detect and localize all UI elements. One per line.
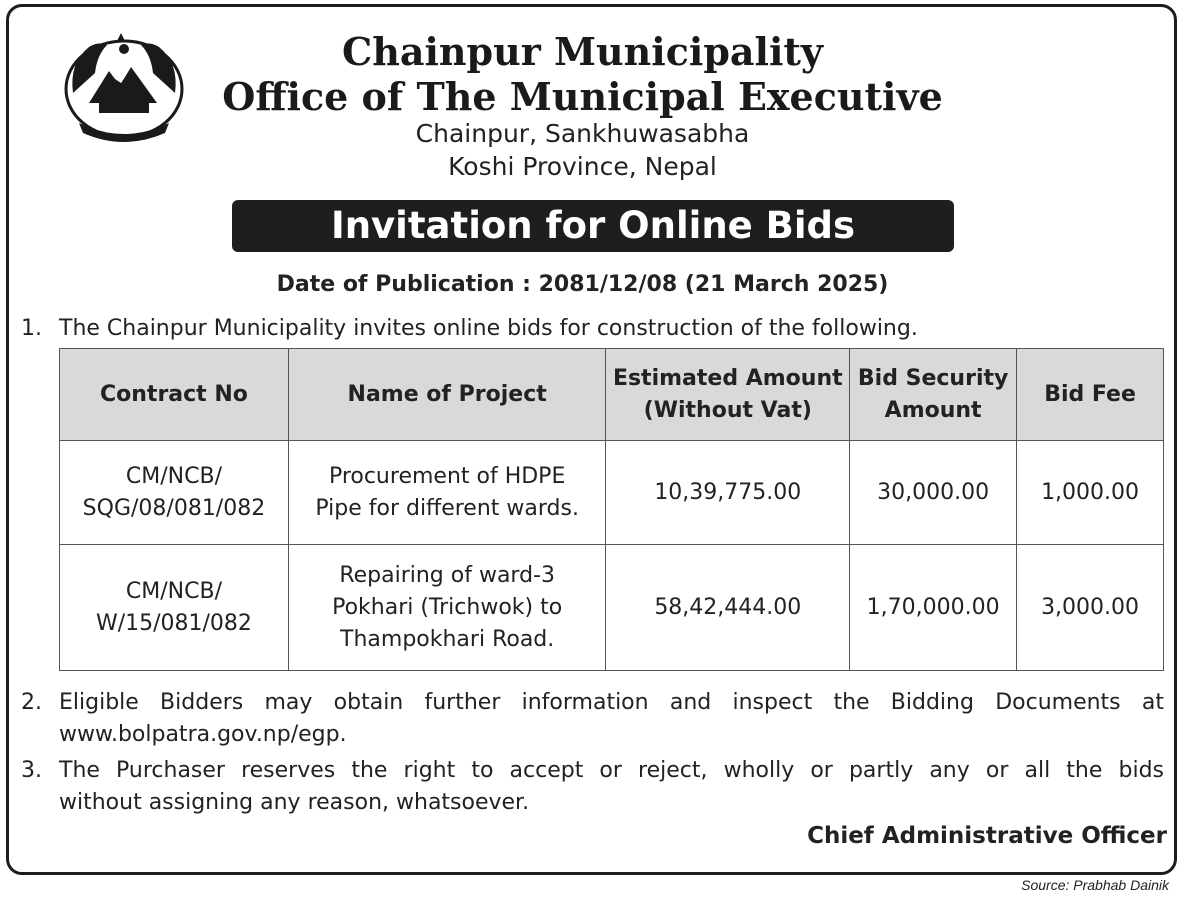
header-project-name: Name of Project bbox=[288, 349, 606, 441]
cell-estimated-amount: 58,42,444.00 bbox=[606, 545, 850, 671]
cell-bid-fee: 3,000.00 bbox=[1017, 545, 1164, 671]
contract-no-line1: CM/NCB/ bbox=[125, 463, 222, 489]
list-item-line2: without assigning any reason, whatsoever. bbox=[59, 790, 530, 815]
cell-bid-fee: 1,000.00 bbox=[1017, 441, 1164, 545]
address-line-2: Koshi Province, Nepal bbox=[448, 152, 717, 181]
table-header-row bbox=[60, 349, 1164, 441]
bids-table bbox=[59, 348, 1164, 671]
cell-estimated-amount: 10,39,775.00 bbox=[606, 441, 850, 545]
header-bid-security bbox=[850, 349, 1017, 441]
cell-bid-security: 1,70,000.00 bbox=[850, 545, 1017, 671]
cell-contract-no bbox=[60, 441, 289, 545]
notice-frame bbox=[6, 4, 1177, 875]
list-item-number: 2. bbox=[21, 690, 42, 715]
contract-no-line2: SQG/08/081/082 bbox=[82, 495, 266, 521]
header-estimated-amount bbox=[606, 349, 850, 441]
list-item-number: 3. bbox=[21, 758, 42, 783]
cell-project-name bbox=[288, 545, 606, 671]
office-name: Office of The Municipal Executive bbox=[222, 74, 943, 119]
address-line-1: Chainpur, Sankhuwasabha bbox=[415, 119, 750, 148]
header-bid-security-line2: Amount bbox=[884, 397, 982, 423]
project-line2: Pokhari (Trichwok) to bbox=[332, 594, 563, 620]
cell-contract-no bbox=[60, 545, 289, 671]
org-name: Chainpur Municipality bbox=[341, 29, 824, 74]
bolpatra-link[interactable]: www.bolpatra.gov.np/egp. bbox=[59, 722, 347, 747]
source-credit: Source: Prabhab Dainik bbox=[1021, 877, 1169, 893]
project-line1: Procurement of HDPE bbox=[328, 463, 566, 489]
publication-date: Date of Publication : 2081/12/08 (21 March 2025) bbox=[276, 272, 889, 297]
list-item-text bbox=[59, 755, 1164, 819]
list-item-line1: The Purchaser reserves the right to accept or reject, wholly or partly any or all the bids bbox=[59, 758, 1164, 783]
signatory: Chief Administrative Officer bbox=[807, 823, 1167, 849]
header-estimated-amount-line2: (Without Vat) bbox=[643, 397, 812, 423]
contract-no-line1: CM/NCB/ bbox=[125, 578, 222, 604]
cell-project-name bbox=[288, 441, 606, 545]
project-line3: Thampokhari Road. bbox=[340, 626, 555, 652]
cell-bid-security: 30,000.00 bbox=[850, 441, 1017, 545]
table-row bbox=[60, 441, 1164, 545]
project-line2: Pipe for different wards. bbox=[315, 495, 579, 521]
header-bid-fee: Bid Fee bbox=[1017, 349, 1164, 441]
list-item-number: 1. bbox=[21, 316, 42, 341]
list-item-text: The Chainpur Municipality invites online bids for construction of the following. bbox=[59, 316, 918, 341]
notice-title: Invitation for Online Bids bbox=[232, 200, 954, 252]
header-estimated-amount-line1: Estimated Amount bbox=[612, 365, 843, 391]
contract-no-line2: W/15/081/082 bbox=[95, 610, 252, 636]
header-bid-security-line1: Bid Security bbox=[857, 365, 1009, 391]
header-contract-no: Contract No bbox=[60, 349, 289, 441]
project-line1: Repairing of ward-3 bbox=[339, 562, 555, 588]
list-item-line1: Eligible Bidders may obtain further information and inspect the Bidding Documents at bbox=[59, 690, 1164, 715]
table-row bbox=[60, 545, 1164, 671]
list-item-text bbox=[59, 687, 1164, 751]
